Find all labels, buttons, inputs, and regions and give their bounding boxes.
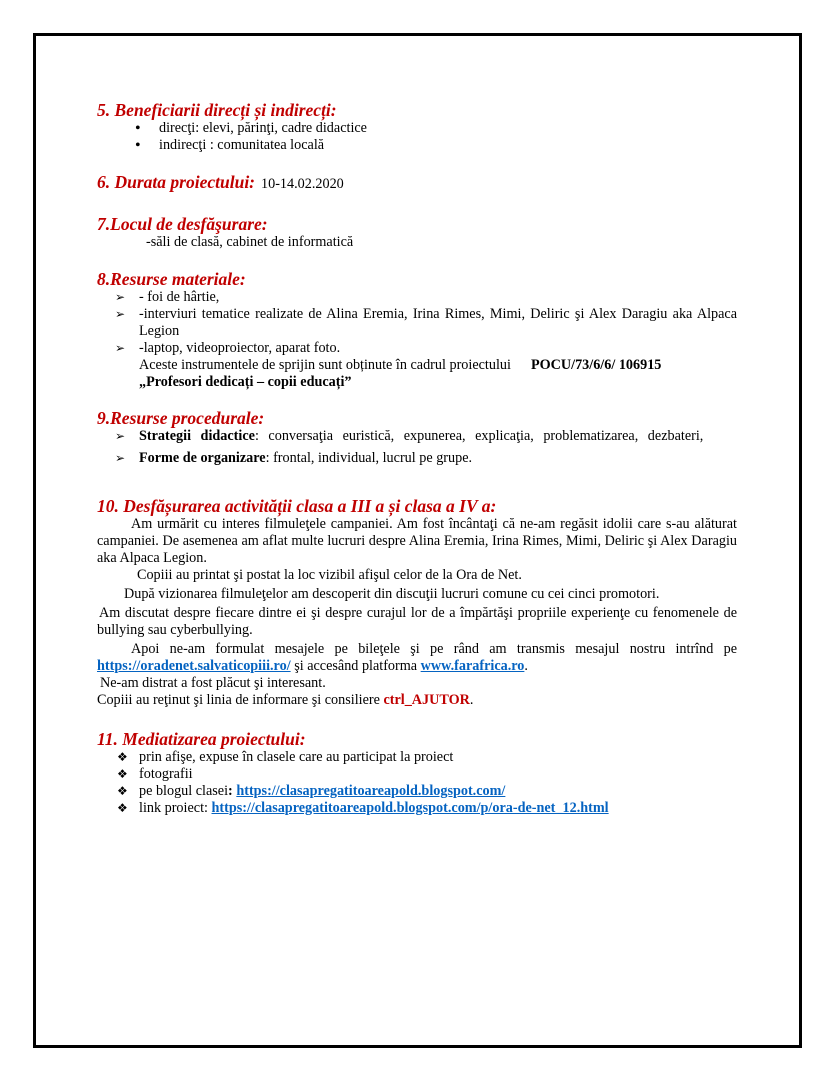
list-item-text: : [228, 783, 237, 799]
paragraph [97, 692, 737, 709]
list-item: • indirecţi : comunitatea locală [97, 137, 737, 154]
project-link[interactable]: https://clasapregatitoareapold.blogspot.com/p/ora-de-net_12.html [211, 800, 609, 816]
list-item-bold: Strategii didactice [139, 428, 255, 444]
paragraph: Am urmărit cu interes filmuleţele campaniei. Am fost încântaţi că ne-am regăsit idolii care s-au alăturat campaniei. De asemenea am aflat multe lucruri despre Alina Eremia, Irina Rimes, Mimi, Deliric şi Alex Daragiu aka Alpaca Legion. [97, 516, 737, 566]
arrow-bullet-icon: ➢ [115, 429, 126, 443]
paragraph: Am discutat despre fiecare dintre ei şi despre curajul lor de a împărtăşi propriile experienţe cu fenomenele de bullying sau cyberbullying. [97, 605, 737, 638]
list-item-text: : conversaţia euristică, expunerea, explicaţia, problematizarea, dezbateri, [254, 428, 704, 444]
section-10-title: 10. Desfășurarea activității clasa a III a și clasa a IV a: [97, 496, 497, 516]
resurse-materiale-list [97, 289, 737, 391]
beneficiari-list [97, 120, 737, 154]
section-locul [97, 214, 737, 251]
list-item [97, 749, 737, 766]
arrow-bullet-icon: ➢ [115, 451, 126, 465]
list-item-text: Aceste instrumentele de sprijin sunt obținute în cadrul proiectului [139, 357, 511, 373]
project-name: „Profesori dedicați – copii educați” [139, 374, 352, 390]
paragraph-text: . [469, 692, 474, 708]
section-beneficiari [97, 100, 737, 154]
section-durata [97, 172, 737, 194]
project-code: POCU/73/6/6/ 106915 [530, 357, 662, 373]
farafrica-link[interactable]: www.farafrica.ro [420, 658, 525, 674]
list-item-text: pe blogul clasei [139, 783, 229, 799]
list-item [97, 766, 737, 783]
mediatizare-list [97, 749, 737, 817]
list-item: • direcţi: elevi, părinţi, cadre didactice [97, 120, 737, 137]
section-5-title: 5. Beneficiarii direcți și indirecți: [97, 100, 337, 120]
paragraph-text: şi accesând platforma [290, 658, 421, 674]
list-item-text: link proiect: [139, 800, 212, 816]
section-6-label: 6. Durata proiectului: [97, 172, 256, 192]
helpline-name: ctrl_AJUTOR [383, 692, 470, 708]
list-item-text: -interviuri tematice realizate de Alina Eremia, Irina Rimes, Mimi, Deliric şi Alex Daragiu aka Alpaca Legion [139, 306, 737, 339]
list-item [97, 340, 737, 391]
blog-link[interactable]: https://clasapregatitoareapold.blogspot.com/ [236, 783, 506, 799]
arrow-bullet-icon: ➢ [115, 341, 126, 355]
paragraph: Ne-am distrat a fost plăcut şi interesant. [100, 675, 326, 691]
section-8-title: 8.Resurse materiale: [97, 269, 246, 289]
section-9-title: 9.Resurse procedurale: [97, 408, 265, 428]
section-desfasurarea [97, 496, 737, 709]
section-resurse-materiale [97, 269, 737, 391]
section-7-title: 7.Locul de desfăşurare: [97, 214, 268, 234]
list-item [97, 783, 737, 800]
oradenet-link[interactable]: https://oradenet.salvaticopiii.ro/ [97, 658, 291, 674]
section-11-title: 11. Mediatizarea proiectului: [97, 729, 306, 749]
locul-text: -săli de clasă, cabinet de informatică [146, 234, 354, 250]
list-item [97, 306, 737, 340]
section-resurse-procedurale [97, 408, 737, 467]
diamond-bullet-icon: ❖ [117, 767, 128, 781]
list-item [97, 289, 737, 306]
list-item-text: - foi de hârtie, [139, 289, 220, 305]
paragraph-text: . [524, 658, 528, 674]
durata-value: 10-14.02.2020 [261, 176, 344, 192]
diamond-bullet-icon: ❖ [117, 750, 128, 764]
list-item-text: : frontal, individual, lucrul pe grupe. [265, 450, 473, 466]
list-item [97, 450, 737, 467]
paragraph [97, 641, 737, 675]
paragraph-text: Apoi ne-am formulat mesajele pe bileţele şi pe rând am transmis mesajul nostru intrînd pe [131, 641, 737, 657]
list-item-bold: Forme de organizare [139, 450, 266, 466]
document-body [97, 100, 737, 817]
paragraph: După vizionarea filmuleţelor am descoperit din discuţii lucruri comune cu cei cinci promotori. [124, 586, 660, 602]
section-mediatizarea [97, 729, 737, 817]
paragraph: Copiii au printat şi postat la loc vizibil afişul celor de la Ora de Net. [137, 567, 522, 583]
paragraph-text: Copiii au reţinut şi linia de informare şi consiliere [97, 692, 384, 708]
resurse-procedurale-list [97, 428, 737, 467]
list-item [97, 428, 737, 445]
arrow-bullet-icon: ➢ [115, 307, 126, 321]
section-6-title [97, 172, 737, 194]
list-item-text: -laptop, videoproiector, aparat foto. [139, 340, 341, 356]
arrow-bullet-icon: ➢ [115, 290, 126, 304]
diamond-bullet-icon: ❖ [117, 801, 128, 815]
list-item-text: fotografii [139, 766, 193, 782]
list-item [97, 800, 737, 817]
diamond-bullet-icon: ❖ [117, 784, 128, 798]
list-item-text: prin afişe, expuse în clasele care au participat la proiect [139, 749, 454, 765]
